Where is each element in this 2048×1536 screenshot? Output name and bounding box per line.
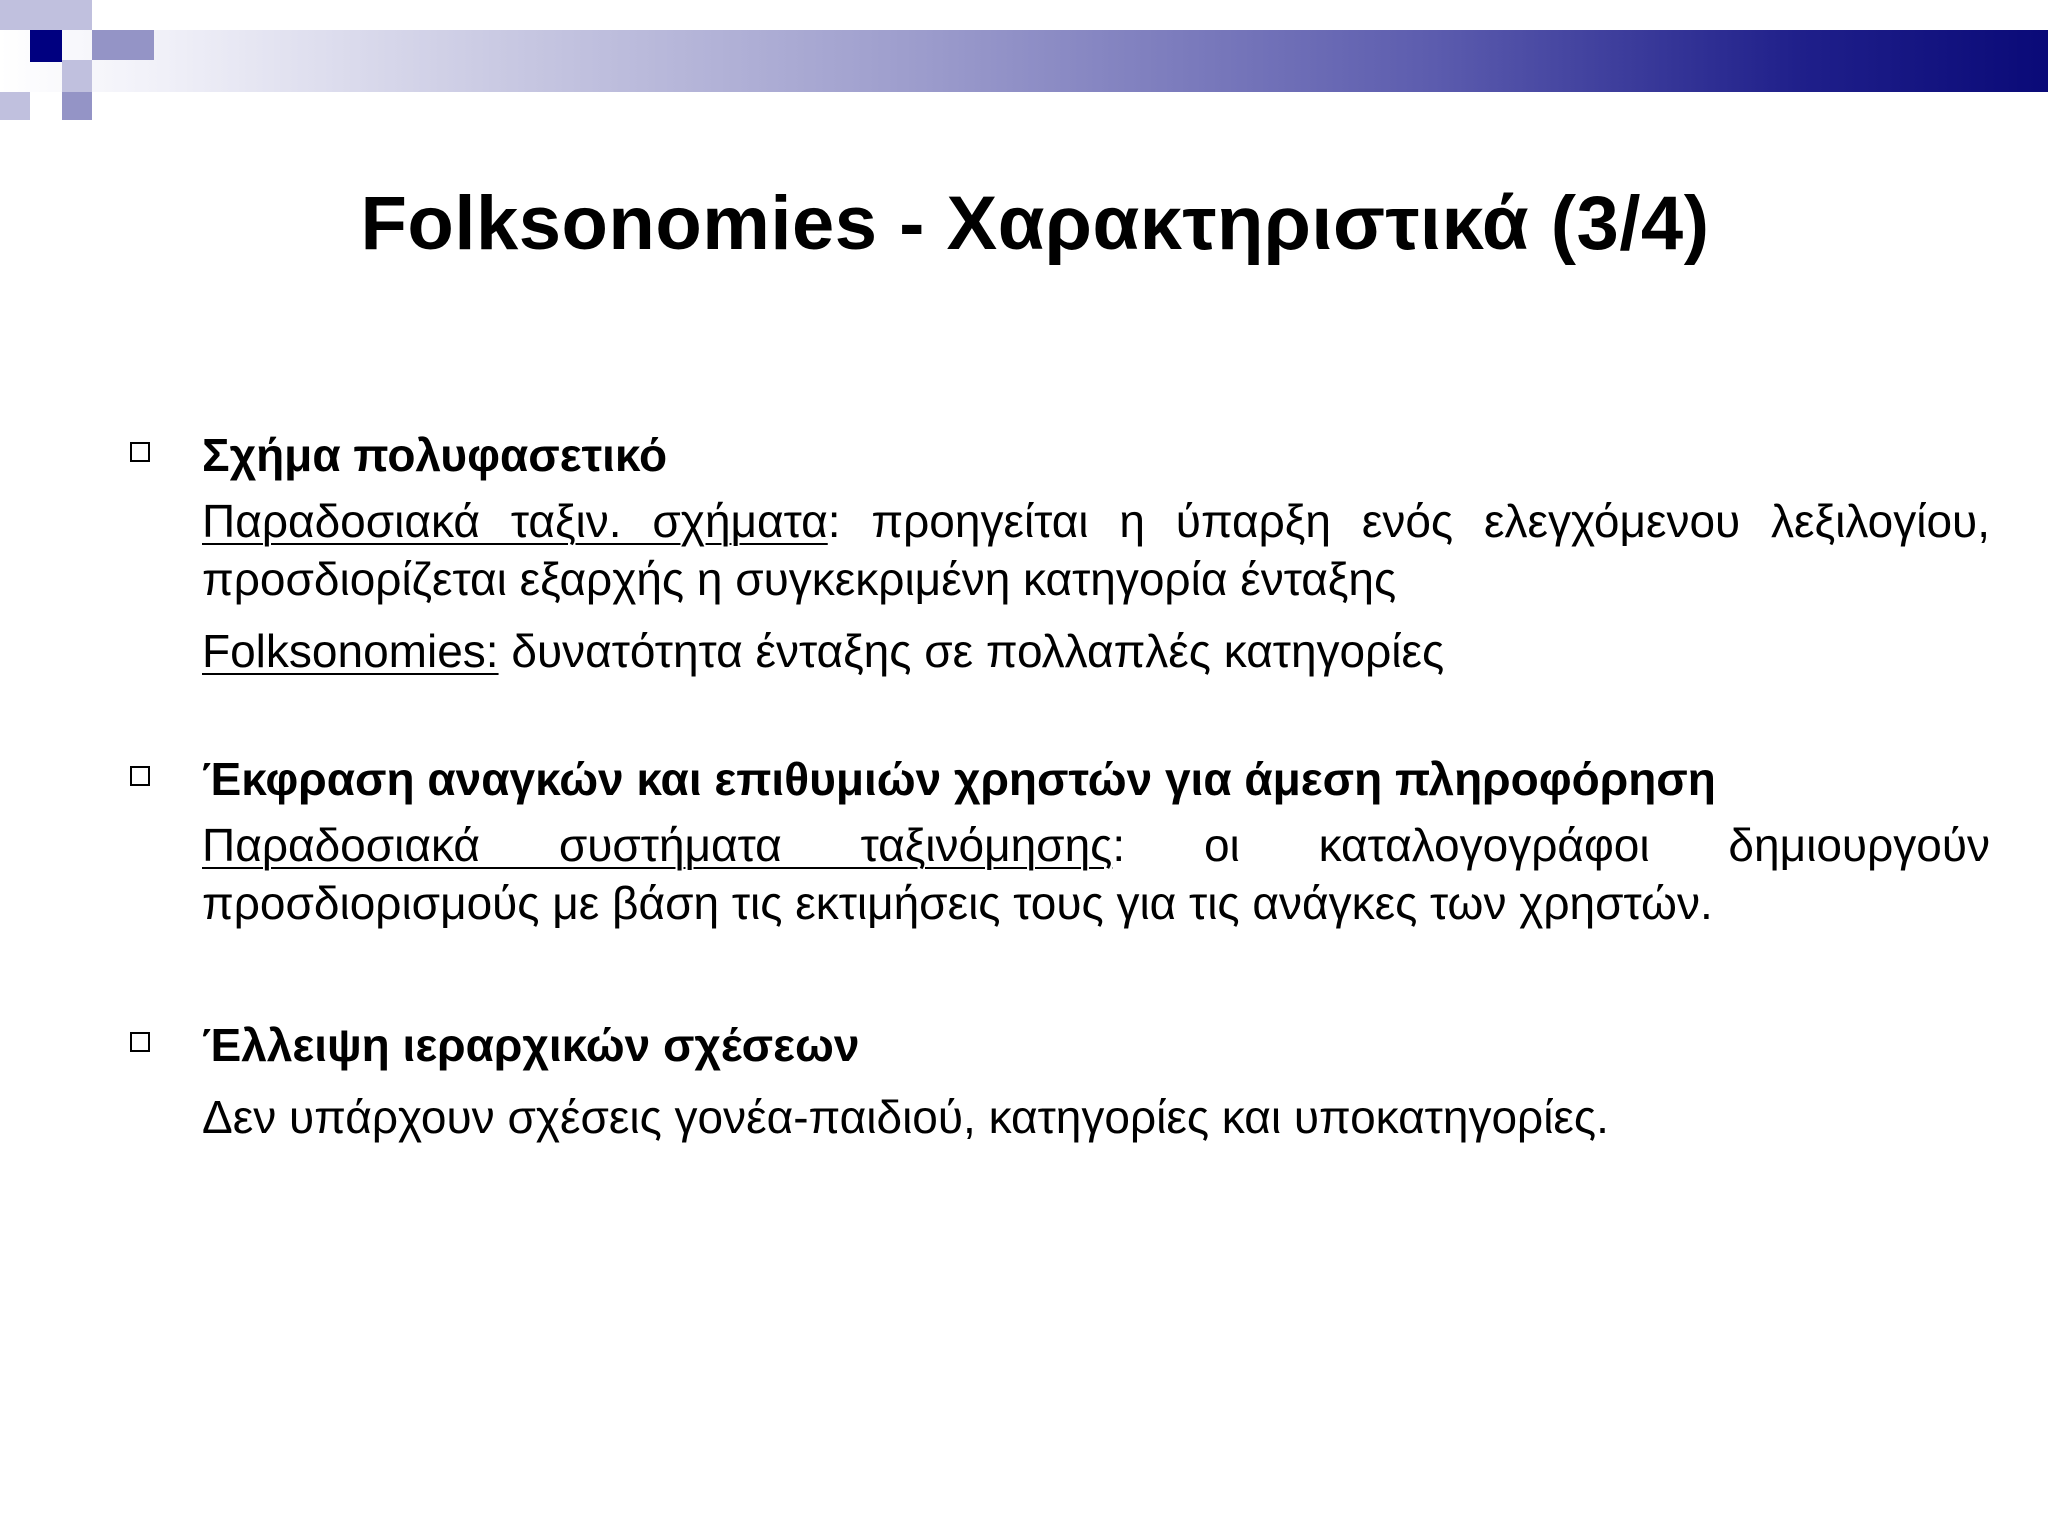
decor-square-light	[0, 0, 62, 30]
decor-square-dark	[30, 30, 62, 62]
decor-square-mid	[62, 92, 92, 120]
bullet-heading: Έλλειψη ιεραρχικών σχέσεων	[202, 1019, 860, 1071]
underlined-term: Παραδοσιακά συστήματα ταξινόμησης	[202, 819, 1113, 871]
paragraph-text: : οι καταλογογράφοι δημιουργούν προσδιορισμούς με βάση τις εκτιμήσεις τους για τις ανάγκες των χρηστών.	[202, 819, 1990, 929]
bullet-item	[130, 420, 1990, 680]
bullet-paragraph	[202, 1088, 1990, 1146]
bullet-paragraph	[202, 622, 1990, 680]
slide-title: Folksonomies - Χαρακτηριστικά (3/4)	[360, 181, 1710, 266]
square-bullet-icon	[130, 1032, 150, 1052]
underlined-term: Folksonomies:	[202, 625, 499, 677]
bullet-item	[130, 1010, 1990, 1146]
decor-square-mid	[92, 30, 154, 60]
paragraph-text: : προηγείται η ύπαρξη ενός ελεγχόμενου λεξιλογίου, προσδιορίζεται εξαρχής η συγκεκριμένη κατηγορία ένταξης	[202, 495, 1990, 605]
paragraph-text: δυνατότητα ένταξης σε πολλαπλές κατηγορίες	[498, 625, 1445, 677]
square-bullet-icon	[130, 766, 150, 786]
bullet-paragraph	[202, 492, 1990, 608]
bullet-paragraph	[202, 816, 1990, 932]
bullet-heading: Έκφραση αναγκών και επιθυμιών χρηστών για άμεση πληροφόρηση	[202, 753, 1716, 805]
square-bullet-icon	[130, 442, 150, 462]
decor-square-light	[0, 92, 30, 120]
underlined-term: Παραδοσιακά ταξιν. σχήματα	[202, 495, 828, 547]
bullet-item	[130, 744, 1990, 932]
slide-content	[130, 420, 1990, 1146]
decor-square-light	[62, 60, 92, 92]
header-gradient-band	[0, 30, 2048, 92]
paragraph-text: Δεν υπάρχουν σχέσεις γονέα-παιδιού, κατηγορίες και υποκατηγορίες.	[202, 1091, 1609, 1143]
bullet-heading: Σχήμα πολυφασετικό	[202, 429, 668, 481]
decor-square-light	[62, 0, 92, 30]
